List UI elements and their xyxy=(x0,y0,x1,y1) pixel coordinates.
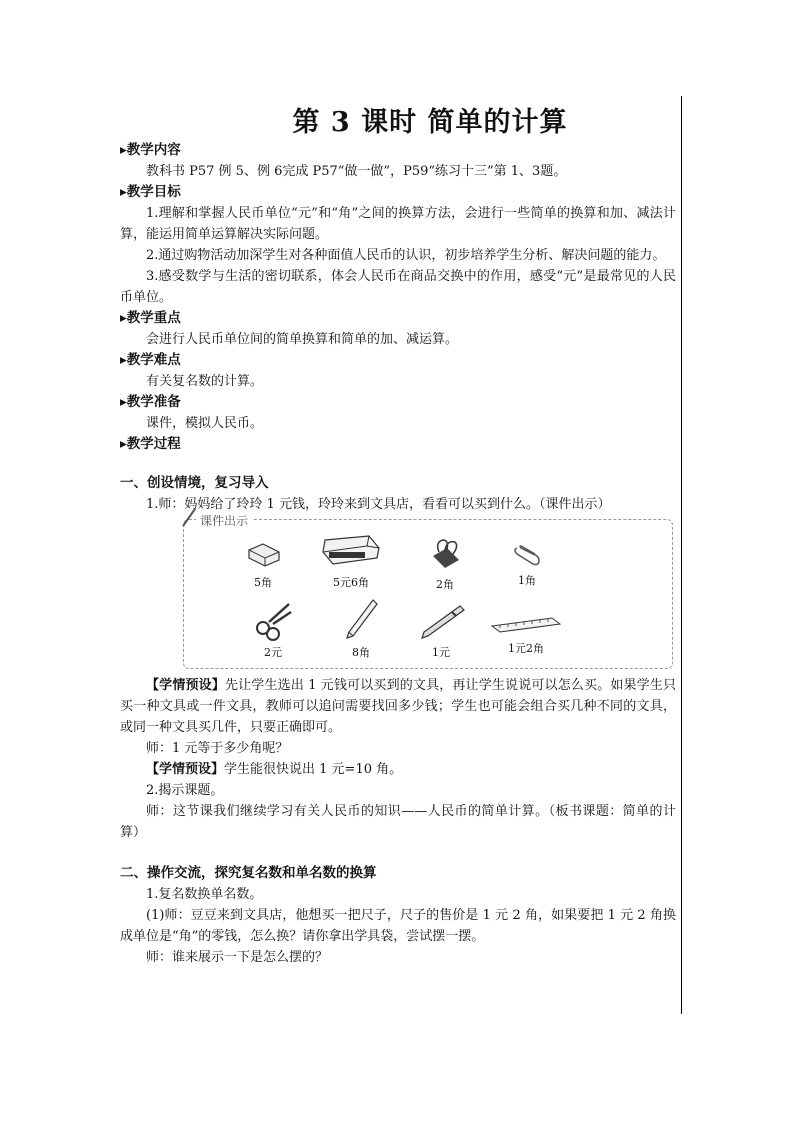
item-price: 8角 xyxy=(352,646,370,659)
margin-rule xyxy=(681,96,682,1014)
part1-p4: 【学情预设】学生能很快说出 1 元=10 角。 xyxy=(146,762,403,777)
part1-heading: 一、创设情境，复习导入 xyxy=(120,475,269,491)
item-price: 1元2角 xyxy=(508,642,544,655)
part1-p5: 2.揭示课题。 xyxy=(146,783,224,798)
lesson-content xyxy=(120,140,676,968)
item-price: 5角 xyxy=(254,576,272,589)
item-pen xyxy=(406,602,476,660)
pencil-icon xyxy=(339,596,383,642)
courseware-box xyxy=(183,514,673,669)
section-heading-key: ▸教学重点 xyxy=(120,310,181,326)
content-text: 教科书 P57 例 5、例 6完成 P57“做一做”，P59“练习十三”第 1、3题。 xyxy=(146,164,567,179)
part2-p1: 1.复名数换单名数。 xyxy=(146,887,263,902)
part1-p6: 师：这节课我们继续学习有关人民币的知识——人民币的简单计算。（板书课题：简单的计算） xyxy=(120,804,676,840)
section-heading-difficulty: ▸教学难点 xyxy=(120,352,181,368)
prep-text: 课件，模拟人民币。 xyxy=(146,416,264,431)
item-pencil-case xyxy=(316,532,386,590)
section-heading-goals: ▸教学目标 xyxy=(120,184,181,200)
item-price: 1角 xyxy=(518,574,536,587)
difficulty-text: 有关复名数的计算。 xyxy=(146,374,264,389)
item-pencil xyxy=(326,596,396,660)
part1-p1: 1.师：妈妈给了玲玲 1 元钱，玲玲来到文具店，看看可以买到什么。（课件出示） xyxy=(146,497,611,512)
part2-p2: (1)师：豆豆来到文具店，他想买一把尺子，尺子的售价是 1 元 2 角，如果要把 1 元 2 角换成单位是“角”的零钱，怎么换？请你拿出学具袋，尝试摆一摆。 xyxy=(120,908,676,944)
item-price: 1元 xyxy=(432,646,450,659)
section-heading-content: ▸教学内容 xyxy=(120,142,181,158)
goal-item-1: 1.理解和掌握人民币单位“元”和“角”之间的换算方法，会进行一些简单的换算和加、减法计算，能运用简单运算解决实际问题。 xyxy=(120,206,676,242)
part2-p3: 师：谁来展示一下是怎么摆的？ xyxy=(146,950,329,965)
section-heading-prep: ▸教学准备 xyxy=(120,394,181,410)
item-price: 2角 xyxy=(436,578,454,591)
ruler-icon xyxy=(490,612,562,638)
page-title: 第 3 课时 简单的计算 xyxy=(292,107,568,138)
item-paper-clip xyxy=(492,540,562,588)
pen-icon xyxy=(416,602,466,642)
item-binder-clip xyxy=(410,536,480,592)
eraser-icon xyxy=(243,538,283,572)
item-eraser xyxy=(228,538,298,590)
item-scissors xyxy=(238,598,308,660)
section-heading-process: ▸教学过程 xyxy=(120,436,181,452)
part2-heading: 二、操作交流，探究复名数和单名数的换算 xyxy=(120,865,377,881)
item-price: 2元 xyxy=(264,646,282,659)
pencil-case-icon xyxy=(319,532,383,572)
key-text: 会进行人民币单位间的简单换算和简单的加、减运算。 xyxy=(146,332,459,347)
tag-label: 【学情预设】 xyxy=(146,678,225,693)
item-price: 5元6角 xyxy=(333,576,369,589)
binder-clip-icon xyxy=(425,536,465,574)
part1-p3: 师：1 元等于多少角呢？ xyxy=(146,741,289,756)
goal-item-3: 3.感受数学与生活的密切联系，体会人民币在商品交换中的作用，感受“元”是最常见的人民币单位。 xyxy=(120,269,676,305)
tag-label: 【学情预设】 xyxy=(146,762,225,777)
item-ruler xyxy=(488,612,564,656)
paper-clip-icon xyxy=(507,540,547,570)
goal-item-2: 2.通过购物活动加深学生对各种面值人民币的认识，初步培养学生分析、解决问题的能力。 xyxy=(146,248,666,263)
part1-p2: 【学情预设】先让学生选出 1 元钱可以买到的文具，再让学生说说可以怎么买。如果学生只买一种文具或一件文具，教师可以追问需要找回多少钱；学生也可能会组合买几种不同的文具，或同一种文具买几件，只要正确即可。 xyxy=(120,678,676,735)
scissors-icon xyxy=(251,598,295,642)
courseware-label: 课件出示 xyxy=(196,512,252,529)
